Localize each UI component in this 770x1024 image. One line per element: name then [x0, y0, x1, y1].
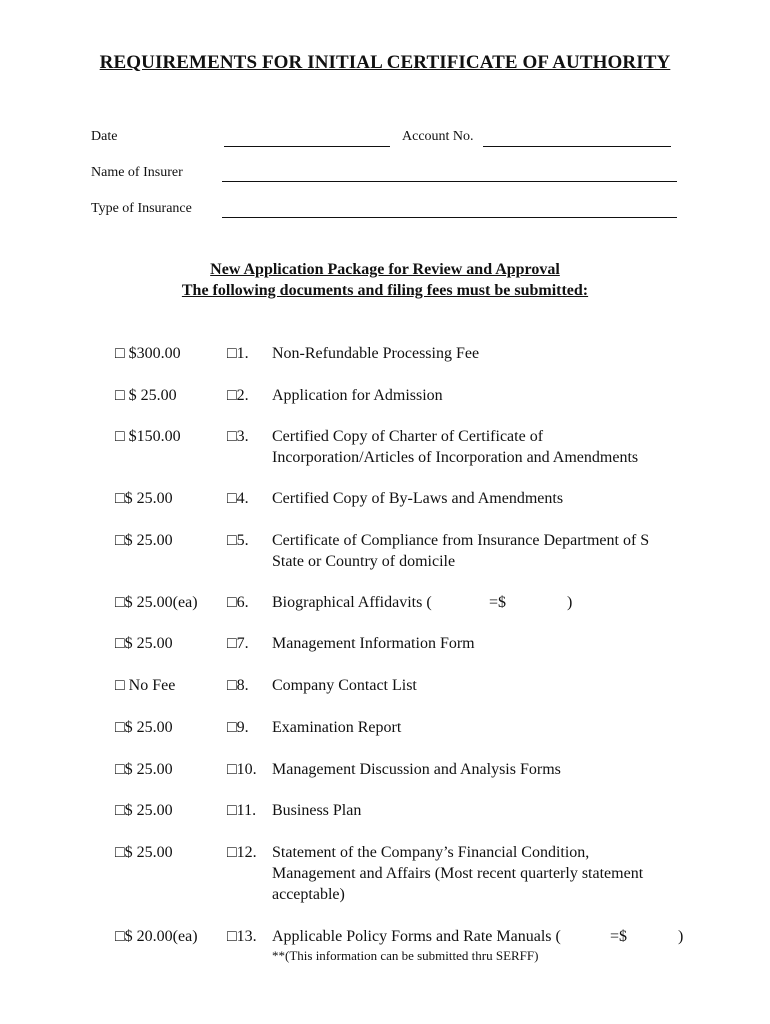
fee-checkbox[interactable]: □$ 25.00 [115, 761, 173, 778]
fee-checkbox[interactable]: □$ 20.00(ea) [115, 928, 198, 945]
item-checkbox[interactable]: □10. [227, 761, 257, 778]
account-field[interactable] [483, 146, 671, 147]
item-description: Applicable Policy Forms and Rate Manuals ( [272, 928, 561, 945]
date-field[interactable] [224, 146, 390, 147]
item-description: Management Discussion and Analysis Forms [272, 761, 561, 778]
fee-checkbox[interactable]: □$ 25.00 [115, 490, 173, 507]
insurance-type-field[interactable] [222, 217, 677, 218]
item-description-line: Incorporation/Articles of Incorporation and Amendments [272, 449, 639, 466]
fee-checkbox[interactable]: □ $ 25.00 [115, 387, 177, 404]
item-checkbox[interactable]: □8. [227, 677, 249, 694]
item-checkbox[interactable]: □6. [227, 594, 249, 611]
item-description: Business Plan [272, 802, 362, 819]
item-description [272, 530, 690, 572]
item-checkbox[interactable]: □3. [227, 428, 249, 445]
item-checkbox[interactable]: □4. [227, 490, 249, 507]
item-description-line: Certificate of Compliance from Insurance Department of S [272, 532, 650, 549]
date-label: Date [91, 129, 118, 144]
fee-checkbox[interactable]: □$ 25.00 [115, 802, 173, 819]
fee-checkbox[interactable]: □ $150.00 [115, 428, 181, 445]
fee-checkbox[interactable]: □$ 25.00 [115, 635, 173, 652]
fee-checkbox[interactable]: □ $300.00 [115, 345, 181, 362]
serff-note: **(This information can be submitted thru SERFF) [272, 948, 539, 963]
item-description: Certified Copy of By-Laws and Amendments [272, 490, 564, 507]
count-total-field[interactable]: =$ [489, 594, 507, 611]
item-description: Company Contact List [272, 677, 417, 694]
item-description-line: acceptable) [272, 886, 345, 903]
fee-checkbox[interactable]: □$ 25.00 [115, 532, 173, 549]
item-description: Non-Refundable Processing Fee [272, 345, 480, 362]
subheading-line1: New Application Package for Review and Approval [210, 261, 560, 278]
item-description [272, 842, 692, 905]
insurer-field[interactable] [222, 181, 677, 182]
fee-checkbox[interactable]: □$ 25.00 [115, 844, 173, 861]
page-title: REQUIREMENTS FOR INITIAL CERTIFICATE OF AUTHORITY [99, 52, 671, 73]
item-description-line: Statement of the Company’s Financial Condition, [272, 844, 590, 861]
item-description [272, 426, 692, 468]
item-checkbox[interactable]: □5. [227, 532, 249, 549]
item-description-line: Certified Copy of Charter of Certificate of [272, 428, 544, 445]
account-label: Account No. [402, 129, 474, 144]
count-total-field[interactable]: =$ [610, 928, 628, 945]
item-checkbox[interactable]: □9. [227, 719, 249, 736]
item-checkbox[interactable]: □11. [227, 802, 257, 819]
item-checkbox[interactable]: □1. [227, 345, 249, 362]
item-description: Biographical Affidavits ( [272, 594, 432, 611]
item-checkbox[interactable]: □13. [227, 928, 257, 945]
item-checkbox[interactable]: □2. [227, 387, 249, 404]
item-description: Examination Report [272, 719, 402, 736]
item-checkbox[interactable]: □12. [227, 844, 257, 861]
fee-checkbox[interactable]: □ No Fee [115, 677, 176, 694]
item-description-line: Management and Affairs (Most recent quarterly statement [272, 865, 644, 882]
item-description: Management Information Form [272, 635, 475, 652]
fee-checkbox[interactable]: □$ 25.00(ea) [115, 594, 198, 611]
item-checkbox[interactable]: □7. [227, 635, 249, 652]
closing-paren: ) [678, 928, 684, 945]
fee-checkbox[interactable]: □$ 25.00 [115, 719, 173, 736]
closing-paren: ) [567, 594, 573, 611]
insurance-type-label: Type of Insurance [91, 201, 192, 216]
item-description: Application for Admission [272, 387, 443, 404]
item-description-line: State or Country of domicile [272, 553, 456, 570]
insurer-label: Name of Insurer [91, 165, 183, 180]
subheading-line2: The following documents and filing fees must be submitted: [181, 282, 589, 299]
